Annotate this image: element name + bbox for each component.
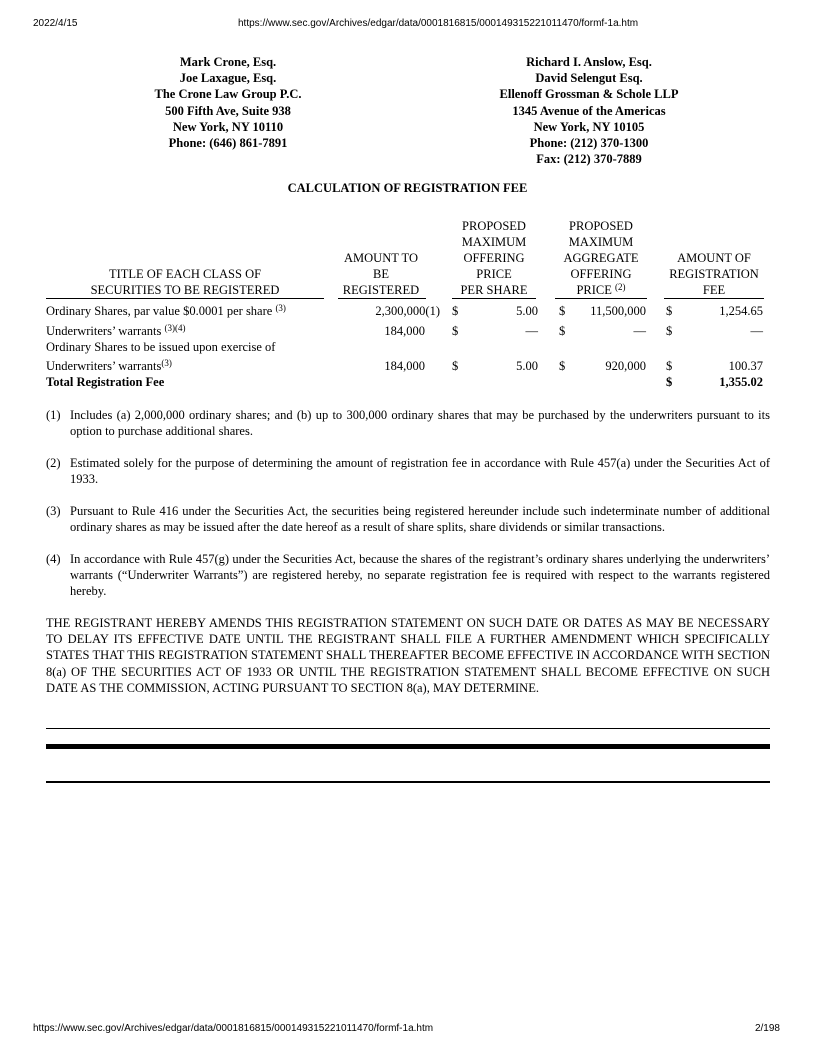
col-header-fee [664,250,764,298]
currency-symbol: $ [452,304,459,318]
header-line: PRICE [476,267,512,281]
header-underline [452,298,536,299]
currency-symbol: $ [559,304,566,318]
col-header-amount [336,250,426,298]
footer-url: https://www.sec.gov/Archives/edgar/data/0001816815/000149315221011470/formf-1a.htm [33,1023,434,1034]
col-header-aggregate [551,218,651,298]
row-title [46,359,172,374]
right-counsel-line: David Selengut Esq. [535,71,643,86]
left-counsel-line: Mark Crone, Esq. [179,55,277,69]
header-line: AGGREGATE [563,251,639,265]
fee-table-title: CALCULATION OF REGISTRATION FEE [287,181,528,195]
page-number: 2/198 [754,1023,780,1034]
col-header-title [46,266,324,298]
left-counsel-line: Joe Laxague, Esq. [179,71,277,86]
currency-symbol: $ [559,359,566,373]
header-line: SECURITIES TO BE REGISTERED [90,283,280,297]
header-underline [664,298,764,299]
amount-cell: 184,000 [384,359,425,373]
divider-rule-thick [46,744,770,749]
header-line: OFFERING [570,267,632,281]
footnote-number: (2) [46,456,61,470]
footnote-text: Pursuant to Rule 416 under the Securities Act, the securities being registered hereunder include such indeterminate number of additional ordinary shares as may be issued after the date hereof as a result of share splits, share dividends or similar transactions. [70,504,770,534]
right-counsel-line: Fax: (212) 370-7889 [536,152,642,167]
footnote-number: (3) [46,504,61,518]
delaying-amendment: THE REGISTRANT HEREBY AMENDS THIS REGISTRATION STATEMENT ON SUCH DATE OR DATES AS MAY BE NECESSARY TO DELAY ITS EFFECTIVE DATE UNTIL THE REGISTRANT SHALL FILE A FURTHER AMENDMENT WHICH SPECIFICALLY STATES THAT THIS REGISTRATION STATEMENT SHALL THEREAFTER BECOME EFFECTIVE IN ACCORDANCE WITH SECTION 8(a) OF THE SECURITIES ACT OF 1933 OR UNTIL THE REGISTRATION STATEMENT SHALL BECOME EFFECTIVE ON SUCH DATE AS THE COMMISSION, ACTING PURSUANT TO SECTION 8(a), MAY DETERMINE. [46,616,770,695]
header-line: MAXIMUM [568,235,634,249]
header-line: BE [373,267,389,281]
footnote-ref: (3) [161,358,172,368]
left-counsel-line: New York, NY 10110 [172,119,284,134]
header-line: AMOUNT TO [344,251,418,265]
aggregate-cell: — [633,324,646,338]
footnote-ref: (3) [275,303,286,313]
header-underline [46,298,324,299]
currency-symbol: $ [452,359,459,373]
footnote-item [46,503,770,535]
table-header [46,212,768,298]
header-line: FEE [702,283,726,297]
currency-symbol: $ [666,304,673,318]
fee-cell: 1,254.65 [719,304,763,318]
header-line: TITLE OF EACH CLASS OF [108,267,262,281]
footnote-item [46,551,770,599]
header-line: OFFERING [463,251,525,265]
right-counsel-block [459,54,719,167]
footnotes [46,407,770,615]
header-line: PER SHARE [460,283,528,297]
print-url: https://www.sec.gov/Archives/edgar/data/0001816815/000149315221011470/formf-1a.htm [238,18,639,29]
price-cell: 5.00 [516,304,538,318]
footnote-text: In accordance with Rule 457(g) under the Securities Act, because the shares of the registrant’s ordinary shares underlying the underwriters’ warrants (“Underwriter Warrants”) are registered hereby, no separate registration fee is required with respect to the warrants registered hereby. [70,552,770,598]
right-counsel-line: New York, NY 10105 [533,119,645,134]
right-counsel-line: Richard I. Anslow, Esq. [526,55,652,69]
row-title-line1: Ordinary Shares to be issued upon exercise of [46,340,276,354]
footnote-ref: (2) [615,282,626,292]
currency-symbol: $ [666,375,673,389]
header-line: PROPOSED [462,219,526,233]
divider-rule [46,728,770,729]
left-counsel-line: Phone: (646) 861-7891 [168,136,288,151]
amount-cell: 184,000 [384,324,425,338]
footnote-text: Includes (a) 2,000,000 ordinary shares; and (b) up to 300,000 ordinary shares that may be purchased by the underwriters pursuant to its option to purchase additional shares. [70,408,770,438]
amount-cell: 2,300,000(1) [375,304,440,318]
row-title-text: Ordinary Shares, par value $0.0001 per share [46,304,273,318]
footnote-item [46,407,770,439]
header-line: REGISTERED [342,283,420,297]
left-counsel-block [108,54,348,151]
header-word: PRICE [576,283,612,297]
row-title-text: Underwriters’ warrants [46,324,162,338]
fee-cell: — [750,324,763,338]
header-line: AMOUNT OF [677,251,751,265]
price-cell: — [525,324,538,338]
currency-symbol: $ [452,324,459,338]
row-title [46,324,185,339]
header-line: MAXIMUM [461,235,527,249]
registration-fee-table [46,212,768,394]
aggregate-cell: 920,000 [605,359,646,373]
col-header-price [444,218,544,298]
currency-symbol: $ [666,324,673,338]
row-title-text: Underwriters’ warrants [46,359,162,373]
header-line: REGISTRATION [669,267,759,281]
left-counsel-line: The Crone Law Group P.C. [154,87,302,102]
header-underline [338,298,426,299]
right-counsel-line: Phone: (212) 370-1300 [529,136,649,151]
footnote-number: (4) [46,552,61,566]
footnote-text: Estimated solely for the purpose of determining the amount of registration fee in accordance with Rule 457(a) under the Securities Act of 1933. [70,456,770,486]
header-underline [555,298,647,299]
total-fee: 1,355.02 [719,375,763,389]
currency-symbol: $ [666,359,673,373]
divider-rule [46,781,770,783]
footnote-number: (1) [46,408,61,422]
right-counsel-line: 1345 Avenue of the Americas [512,103,666,118]
aggregate-cell: 11,500,000 [590,304,646,318]
price-cell: 5.00 [516,359,538,373]
header-line [551,282,651,298]
left-counsel-line: 500 Fifth Ave, Suite 938 [165,103,291,118]
row-title [46,304,286,319]
total-label: Total Registration Fee [46,375,165,389]
right-counsel-line: Ellenoff Grossman & Schole LLP [499,87,679,102]
print-date: 2022/4/15 [33,18,78,29]
footnote-ref: (3)(4) [164,323,186,333]
header-line: PROPOSED [569,219,633,233]
currency-symbol: $ [559,324,566,338]
footnote-item [46,455,770,487]
fee-cell: 100.37 [728,359,763,373]
